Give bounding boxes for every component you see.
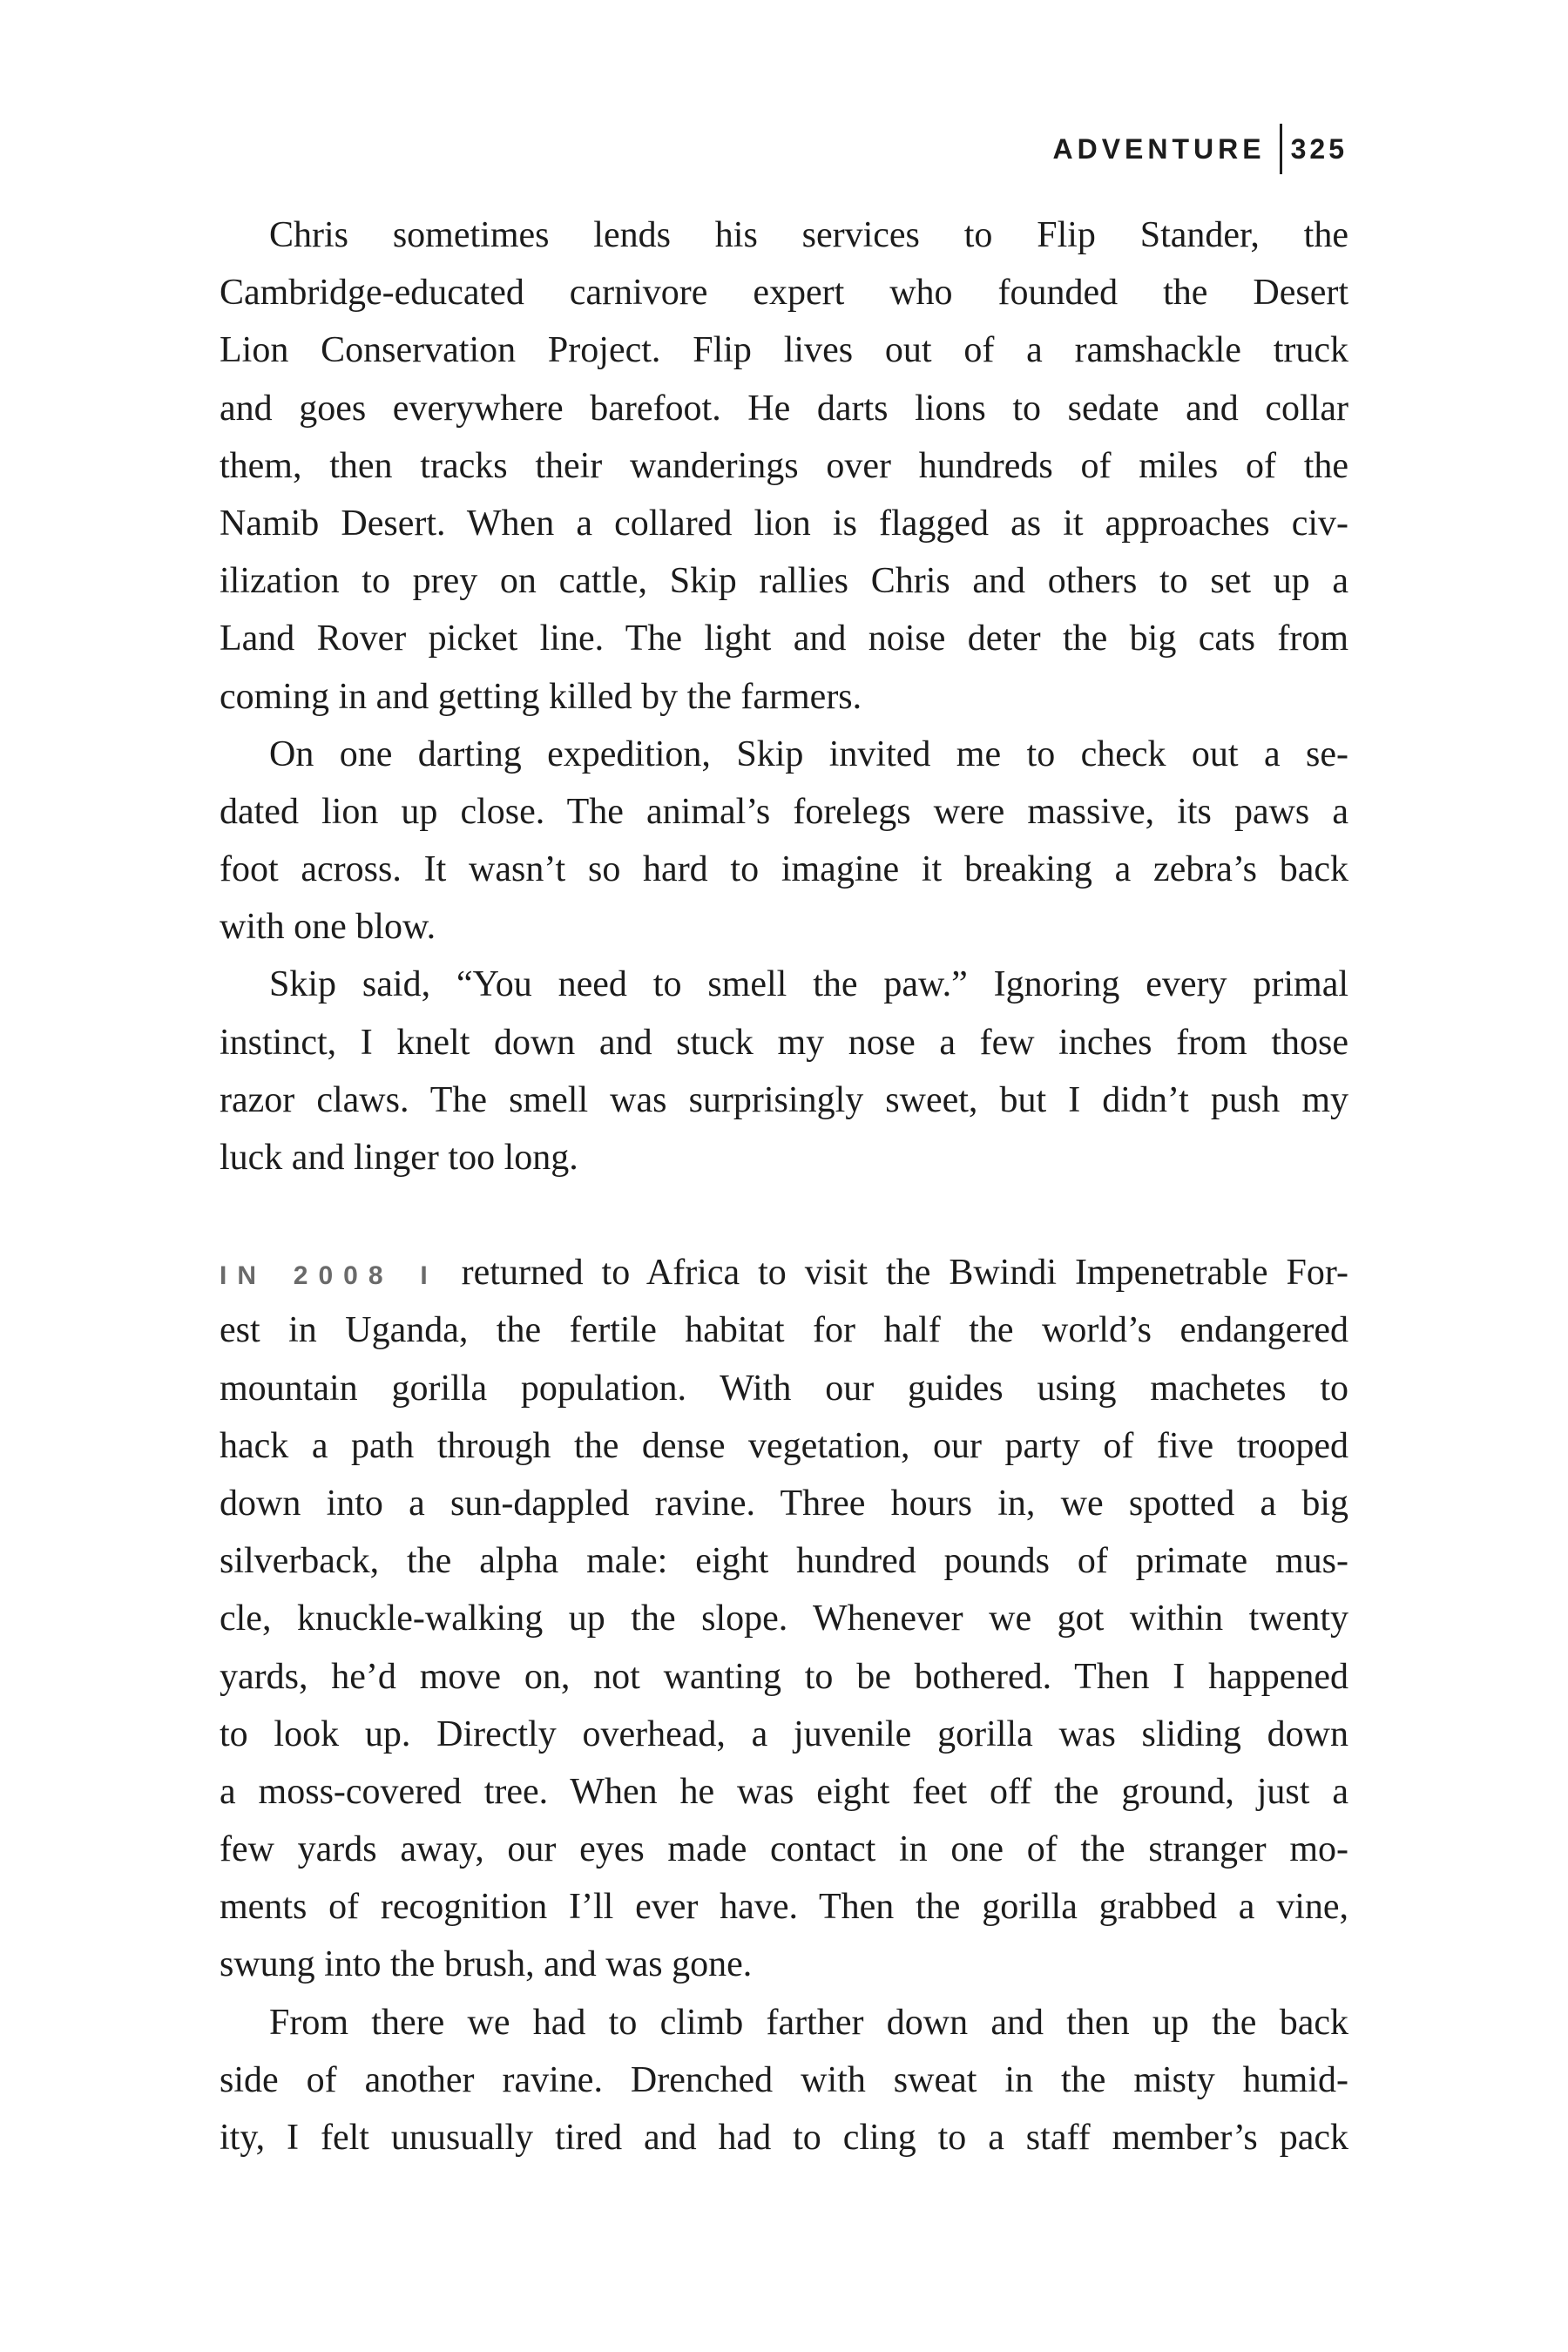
- running-head: [1052, 124, 1348, 174]
- text-line: Cambridge-educated carnivore expert who founded the Desert: [220, 273, 1348, 314]
- text-line: Chris sometimes lends his services to Flip Stander, the: [269, 215, 1348, 255]
- page-number: 325: [1290, 132, 1348, 165]
- paragraph: [220, 1994, 1348, 2167]
- text-line: ilization to prey on cattle, Skip rallies Chris and others to set up a: [220, 561, 1348, 602]
- text-line: dated lion up close. The animal’s forelegs were massive, its paws a: [220, 791, 1348, 832]
- text-line: swung into the brush, and was gone.: [220, 1944, 753, 1985]
- text-line-rest: returned to Africa to visit the Bwindi Impenetrable For-: [461, 1253, 1348, 1294]
- text-line: Skip said, “You need to smell the paw.” Ignoring every primal: [269, 964, 1348, 1005]
- text-line: a moss-covered tree. When he was eight feet off the ground, just a: [220, 1771, 1348, 1812]
- text-line: instinct, I knelt down and stuck my nose a few inches from those: [220, 1022, 1348, 1063]
- section-title: ADVENTURE: [1052, 132, 1266, 165]
- lead-in: IN 2008 I: [220, 1261, 438, 1291]
- text-line: Lion Conservation Project. Flip lives out of a ramshackle truck: [220, 330, 1348, 371]
- text-line: est in Uganda, the fertile habitat for half the world’s endangered: [220, 1310, 1348, 1351]
- text-line: coming in and getting killed by the farmers.: [220, 676, 862, 717]
- text-line: to look up. Directly overhead, a juvenile gorilla was sliding down: [220, 1713, 1348, 1754]
- text-line: ments of recognition I’ll ever have. Then the gorilla grabbed a vine,: [220, 1887, 1348, 1928]
- text-line: mountain gorilla population. With our guides using machetes to: [220, 1368, 1348, 1409]
- paragraph: [220, 1244, 1348, 1993]
- text-line: On one darting expedition, Skip invited me to check out a se-: [269, 733, 1348, 774]
- text-line: From there we had to climb farther down and then up the back: [269, 2002, 1348, 2043]
- text-line: cle, knuckle-walking up the slope. Whenever we got within twenty: [220, 1598, 1348, 1639]
- paragraph: [220, 956, 1348, 1186]
- header-divider: [1280, 124, 1282, 174]
- text-line: Namib Desert. When a collared lion is flagged as it approaches civ-: [220, 503, 1348, 544]
- text-line: razor claws. The smell was surprisingly sweet, but I didn’t push my: [220, 1079, 1348, 1120]
- text-line: and goes everywhere barefoot. He darts lions to sedate and collar: [220, 388, 1348, 429]
- text-line: silverback, the alpha male: eight hundred pounds of primate mus-: [220, 1541, 1348, 1582]
- text-line: down into a sun-dappled ravine. Three hours in, we spotted a big: [220, 1483, 1348, 1524]
- text-line: Land Rover picket line. The light and noise deter the big cats from: [220, 618, 1348, 659]
- text-line: few yards away, our eyes made contact in one of the stranger mo-: [220, 1829, 1348, 1870]
- text-line: with one blow.: [220, 907, 436, 948]
- text-line: side of another ravine. Drenched with sweat in the misty humid-: [220, 2059, 1348, 2100]
- text-line: ity, I felt unusually tired and had to cling to a staff member’s pack: [220, 2118, 1348, 2158]
- text-line: luck and linger too long.: [220, 1138, 578, 1178]
- text-line: [220, 1244, 1348, 1301]
- body-text: [220, 206, 1348, 2166]
- text-line: foot across. It wasn’t so hard to imagine it breaking a zebra’s back: [220, 849, 1348, 890]
- text-line: hack a path through the dense vegetation, our party of five trooped: [220, 1425, 1348, 1466]
- section-break: [220, 1186, 1348, 1244]
- text-line: them, then tracks their wanderings over hundreds of miles of the: [220, 445, 1348, 486]
- paragraph: [220, 726, 1348, 956]
- paragraph: [220, 206, 1348, 726]
- text-line: yards, he’d move on, not wanting to be bothered. Then I happened: [220, 1656, 1348, 1697]
